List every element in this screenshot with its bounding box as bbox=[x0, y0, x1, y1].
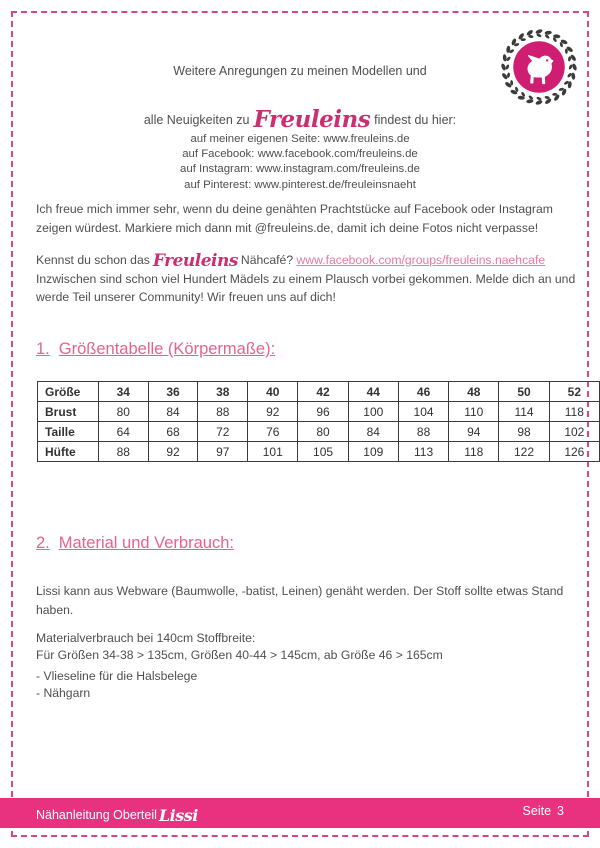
intro-line-2-suffix: findest du hier: bbox=[374, 113, 457, 127]
cell-taille-46: 88 bbox=[398, 422, 448, 442]
table-header-row bbox=[38, 382, 600, 402]
table-row bbox=[38, 442, 600, 462]
cell-taille-40: 76 bbox=[248, 422, 298, 442]
cell-huefte-36: 92 bbox=[148, 442, 198, 462]
usage-line-1: Materialverbrauch bei 140cm Stoffbreite: bbox=[36, 631, 256, 645]
naehcafe-paragraph bbox=[36, 250, 576, 307]
row-label-brust: Brust bbox=[38, 402, 99, 422]
footer-page-number: 3 bbox=[557, 804, 564, 818]
usage-line-2: Für Größen 34-38 > 135cm, Größen 40-44 > 145cm, ab Größe 46 > 165cm bbox=[36, 648, 443, 662]
footer-pattern-name: Lissi bbox=[158, 806, 198, 825]
table-row bbox=[38, 422, 600, 442]
cell-brust-44: 100 bbox=[348, 402, 398, 422]
header-cell-50: 50 bbox=[499, 382, 549, 402]
cell-brust-36: 84 bbox=[148, 402, 198, 422]
row-label-huefte: Hüfte bbox=[38, 442, 99, 462]
footer-page-label: Seite bbox=[522, 804, 552, 818]
cell-huefte-34: 88 bbox=[98, 442, 148, 462]
section-2-heading bbox=[36, 534, 234, 553]
cell-huefte-40: 101 bbox=[248, 442, 298, 462]
header-cell-52: 52 bbox=[549, 382, 599, 402]
naehcafe-intro: Kennst du schon das bbox=[36, 253, 150, 267]
social-paragraph: Ich freue mich immer sehr, wenn du deine genähten Prachtstücke auf Facebook oder Instagram zeigen würdest. Markiere mich dann mit @freuleins.de, damit ich deine Fotos nicht verpasse! bbox=[36, 202, 553, 235]
cell-brust-48: 110 bbox=[449, 402, 499, 422]
header-cell-groesse: Größe bbox=[38, 382, 99, 402]
cell-huefte-46: 113 bbox=[398, 442, 448, 462]
intro-line-2-prefix: alle Neuigkeiten zu bbox=[143, 113, 250, 127]
cell-brust-46: 104 bbox=[398, 402, 448, 422]
cell-brust-38: 88 bbox=[198, 402, 248, 422]
footer-bar bbox=[0, 798, 600, 828]
table-row bbox=[38, 402, 600, 422]
row-label-taille: Taille bbox=[38, 422, 99, 442]
cell-huefte-52: 126 bbox=[549, 442, 599, 462]
cell-taille-48: 94 bbox=[449, 422, 499, 442]
cell-taille-42: 80 bbox=[298, 422, 348, 442]
cell-brust-52: 118 bbox=[549, 402, 599, 422]
footer-title bbox=[36, 804, 200, 823]
section-2-number: 2. bbox=[36, 534, 50, 552]
link-pinterest[interactable]: auf Pinterest: www.pinterest.de/freuleinsnaeht bbox=[184, 178, 416, 191]
cell-taille-36: 68 bbox=[148, 422, 198, 442]
fabric-paragraph: Lissi kann aus Webware (Baumwolle, -batist, Leinen) genäht werden. Der Stoff sollte etwas Stand haben. bbox=[36, 584, 564, 617]
cell-taille-38: 72 bbox=[198, 422, 248, 442]
header-cell-34: 34 bbox=[98, 382, 148, 402]
cell-brust-40: 92 bbox=[248, 402, 298, 422]
cell-huefte-50: 122 bbox=[499, 442, 549, 462]
header-cell-46: 46 bbox=[398, 382, 448, 402]
material-item-naehgarn: - Nähgarn bbox=[36, 686, 91, 700]
link-website[interactable]: auf meiner eigenen Seite: www.freuleins.de bbox=[190, 133, 410, 145]
cell-brust-50: 114 bbox=[499, 402, 549, 422]
footer-title-prefix: Nähanleitung Oberteil bbox=[36, 808, 157, 822]
cell-taille-52: 102 bbox=[549, 422, 599, 442]
link-instagram[interactable]: auf Instagram: www.instagram.com/freuleins.de bbox=[180, 163, 420, 176]
material-item-vlieseline: - Vlieseline für die Halsbelege bbox=[36, 669, 198, 683]
naehcafe-body: Inzwischen sind schon viel Hundert Mädels zu einem Plausch vorbei gekommen. Melde dich an und werde Teil unserer Community! Wir freuen uns auf dich! bbox=[36, 271, 576, 304]
header-cell-44: 44 bbox=[348, 382, 398, 402]
header-cell-42: 42 bbox=[298, 382, 348, 402]
material-usage-block bbox=[36, 630, 568, 664]
naehcafe-suffix: Nähcafé? bbox=[240, 253, 294, 267]
header-cell-48: 48 bbox=[449, 382, 499, 402]
cell-taille-44: 84 bbox=[348, 422, 398, 442]
naehcafe-group-link[interactable]: www.facebook.com/groups/freuleins.naehcafe bbox=[296, 253, 546, 267]
freuleins-wordmark: Freuleins bbox=[253, 106, 371, 133]
intro-line-2 bbox=[0, 103, 600, 133]
size-chart-table bbox=[37, 381, 600, 462]
cell-huefte-48: 118 bbox=[449, 442, 499, 462]
material-items-list bbox=[36, 668, 568, 702]
header-cell-38: 38 bbox=[198, 382, 248, 402]
footer-page-indicator bbox=[523, 804, 564, 818]
section-1-number: 1. bbox=[36, 340, 50, 358]
section-1-heading bbox=[36, 340, 275, 359]
section-1-title: Größentabelle (Körpermaße): bbox=[58, 340, 276, 358]
cell-huefte-38: 97 bbox=[198, 442, 248, 462]
cell-taille-34: 64 bbox=[98, 422, 148, 442]
section-2-title: Material und Verbrauch: bbox=[58, 534, 234, 552]
cell-huefte-42: 105 bbox=[298, 442, 348, 462]
header-cell-40: 40 bbox=[248, 382, 298, 402]
link-facebook[interactable]: auf Facebook: www.facebook.com/freuleins.de bbox=[182, 148, 418, 161]
cell-brust-42: 96 bbox=[298, 402, 348, 422]
header-cell-36: 36 bbox=[148, 382, 198, 402]
freuleins-wordmark-small: Freuleins bbox=[152, 251, 238, 271]
intro-line-1: Weitere Anregungen zu meinen Modellen und bbox=[173, 64, 427, 78]
cell-brust-34: 80 bbox=[98, 402, 148, 422]
social-link-list bbox=[0, 132, 600, 193]
cell-huefte-44: 109 bbox=[348, 442, 398, 462]
cell-taille-50: 98 bbox=[499, 422, 549, 442]
